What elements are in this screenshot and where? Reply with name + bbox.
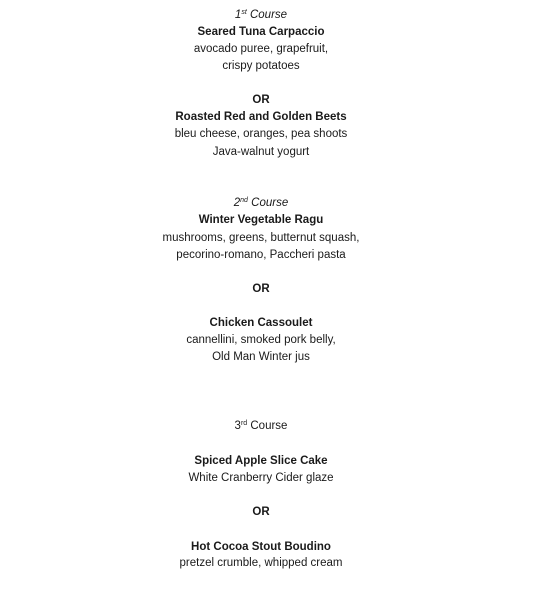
- course-1-ordinal-suffix: st: [241, 9, 247, 16]
- course-1-option-2-description-line-2: Java-walnut yogurt: [212, 146, 310, 158]
- course-1-label: Course: [249, 9, 288, 21]
- course-3-option-1-description-line-1: White Cranberry Cider glaze: [188, 472, 334, 484]
- course-2-option-1-name: Winter Vegetable Ragu: [198, 214, 324, 226]
- course-1-option-2-name: Roasted Red and Golden Beets: [175, 111, 347, 123]
- course-2-option-1-description-line-1: mushrooms, greens, butternut squash,: [162, 232, 360, 244]
- course-1-option-1-name: Seared Tuna Carpaccio: [197, 26, 325, 38]
- course-1-option-2-description-line-1: bleu cheese, oranges, pea shoots: [174, 128, 348, 140]
- course-2-heading: [0, 195, 522, 211]
- course-3-option-2-name: Hot Cocoa Stout Boudino: [191, 541, 331, 553]
- course-2-option-2-description-line-2: Old Man Winter jus: [212, 351, 310, 363]
- course-3-or-divider: OR: [252, 506, 270, 518]
- course-2-ordinal-suffix: nd: [240, 197, 248, 204]
- course-2-or-divider: OR: [252, 283, 270, 295]
- course-1-number: 1: [234, 9, 242, 21]
- course-3-ordinal-suffix: rd: [240, 420, 248, 427]
- course-2-option-2-name: Chicken Cassoulet: [209, 317, 313, 329]
- course-3-option-2-description-line-1: pretzel crumble, whipped cream: [179, 557, 343, 569]
- course-1-option-1-description-line-2: crispy potatoes: [222, 60, 300, 72]
- course-3-heading: [0, 418, 522, 434]
- course-1-or-divider: OR: [252, 94, 270, 106]
- course-2-option-2-description-line-1: cannellini, smoked pork belly,: [186, 334, 336, 346]
- course-3-label: Course: [250, 420, 288, 432]
- course-2-number: 2: [233, 197, 241, 209]
- course-1-option-1-description-line-1: avocado puree, grapefruit,: [193, 43, 329, 55]
- course-2-option-1-description-line-2: pecorino-romano, Paccheri pasta: [176, 249, 346, 261]
- course-3-number: 3: [234, 420, 241, 432]
- course-1-heading: [0, 7, 522, 23]
- course-2-label: Course: [251, 197, 289, 209]
- course-3-option-1-name: Spiced Apple Slice Cake: [194, 455, 328, 467]
